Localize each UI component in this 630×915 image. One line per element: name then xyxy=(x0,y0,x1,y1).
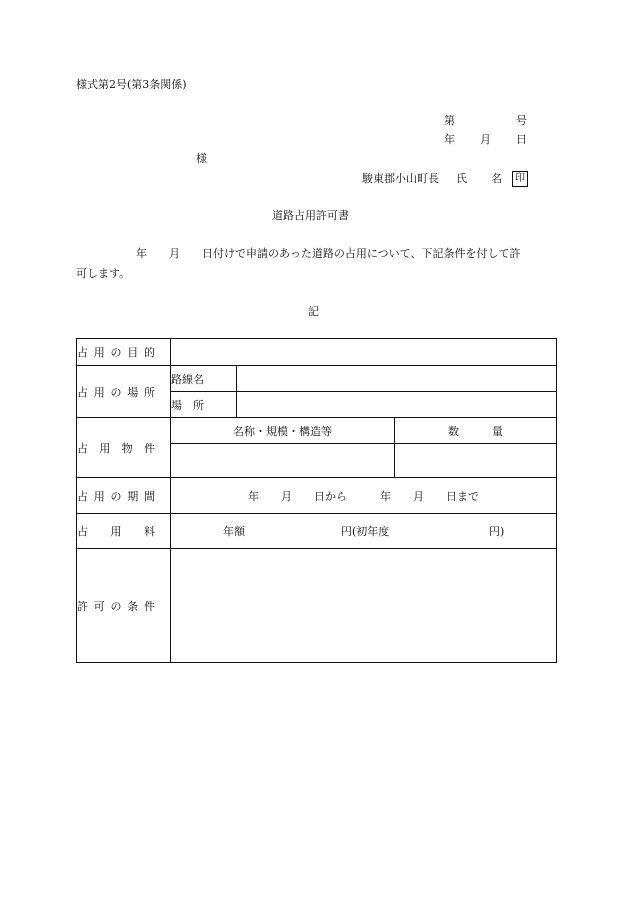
purpose-value[interactable] xyxy=(171,339,557,366)
document-title: 道路占用許可書 xyxy=(272,209,349,222)
conditions-row xyxy=(77,549,557,663)
object-name-value[interactable] xyxy=(171,444,395,478)
seal-mark: 印 xyxy=(512,171,528,187)
fee-yen-end: 円) xyxy=(489,525,505,538)
date-year: 年 xyxy=(444,133,455,146)
location-label: 場 所 xyxy=(171,392,237,418)
purpose-label: 占 用 の 目 的 xyxy=(77,339,171,366)
conditions-label: 許 可 の 条 件 xyxy=(77,549,171,663)
body-line-1: 年 月 日付けで申請のあった道路の占用について、下記条件を付して許 xyxy=(136,247,521,260)
permit-table xyxy=(76,338,557,663)
date-day: 日 xyxy=(516,133,527,146)
fee-value xyxy=(171,514,557,549)
object-qty-value[interactable] xyxy=(395,444,557,478)
period-label: 占 用 の 期 間 xyxy=(77,478,171,514)
name-shi: 氏 xyxy=(456,172,467,185)
place-label: 占 用 の 場 所 xyxy=(77,366,171,418)
object-row-1 xyxy=(77,418,557,444)
fee-yen-first: 円(初年度 xyxy=(341,525,390,538)
object-header-name: 名称・規模・構造等 xyxy=(171,418,395,444)
period-row xyxy=(77,478,557,514)
location-value[interactable] xyxy=(237,392,557,418)
fee-row xyxy=(77,514,557,549)
period-value: 年 月 日から 年 月 日まで xyxy=(171,478,557,514)
body-line-2: 可します。 xyxy=(76,267,131,280)
object-label: 占 用 物 件 xyxy=(77,418,171,478)
object-header-qty: 数 量 xyxy=(395,418,557,444)
place-row-1 xyxy=(77,366,557,392)
issuer: 駿東郡小山町長 xyxy=(362,172,439,185)
addressee-sama: 様 xyxy=(196,152,207,165)
number-dai: 第 xyxy=(444,114,455,127)
fee-label: 占 用 料 xyxy=(77,514,171,549)
conditions-value[interactable] xyxy=(171,549,557,663)
date-month: 月 xyxy=(480,133,491,146)
purpose-row xyxy=(77,339,557,366)
fee-annual: 年額 xyxy=(223,525,245,538)
form-number: 様式第2号(第3条関係) xyxy=(76,78,187,91)
route-name-label: 路線名 xyxy=(171,366,237,392)
route-name-value[interactable] xyxy=(237,366,557,392)
number-go: 号 xyxy=(516,114,527,127)
name-mei: 名 xyxy=(491,172,502,185)
ki-heading: 記 xyxy=(308,305,319,318)
